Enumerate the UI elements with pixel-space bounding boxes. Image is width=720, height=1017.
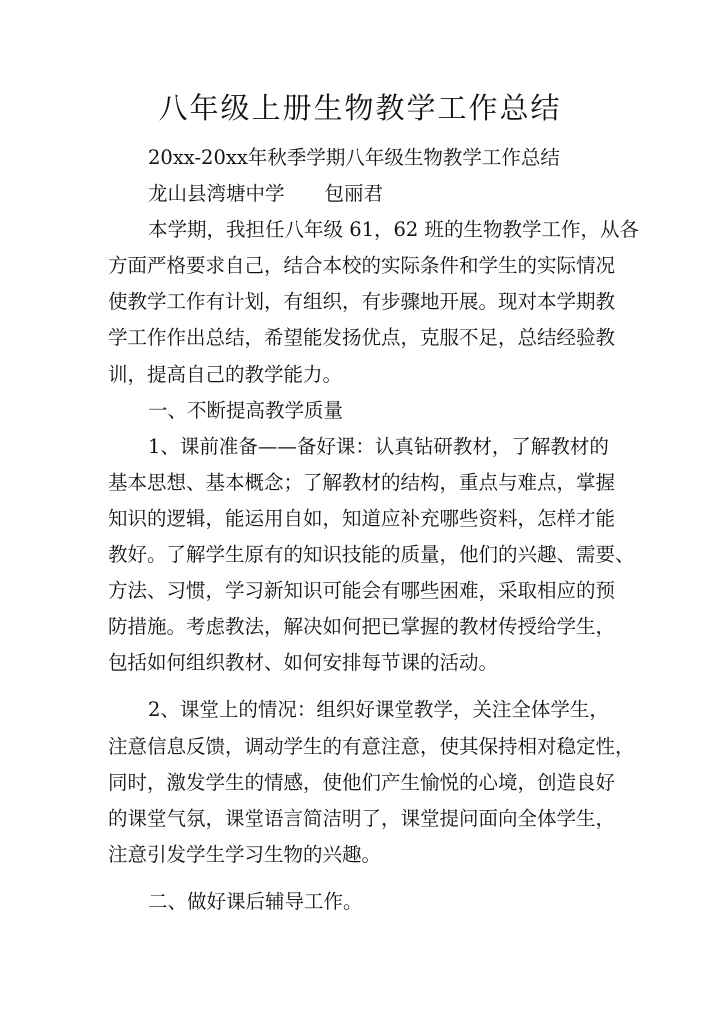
paragraph-line: 的课堂气氛，课堂语言简洁明了，课堂提问面向全体学生， xyxy=(108,806,616,830)
paragraph-line: 学工作作出总结，希望能发扬优点，克服不足，总结经验教 xyxy=(108,326,616,350)
intro-paragraph xyxy=(108,212,640,392)
school-name: 龙山县湾塘中学 xyxy=(148,182,285,206)
paragraph-line: 注意引发学生学习生物的兴趣。 xyxy=(108,842,382,866)
author-name: 包丽君 xyxy=(324,182,384,206)
paragraph-line: 2、课堂上的情况：组织好课堂教学，关注全体学生， xyxy=(148,698,609,722)
paragraph-line: 教好。了解学生原有的知识技能的质量，他们的兴趣、需要、 xyxy=(108,543,635,567)
paragraph-gap xyxy=(108,873,618,884)
paragraph-line: 注意信息反馈，调动学生的有意注意，使其保持相对稳定性， xyxy=(108,734,635,758)
paragraph-line: 基本思想、基本概念；了解教材的结构，重点与难点，掌握 xyxy=(108,470,616,494)
paragraph-line: 知识的逻辑，能运用自如，知道应补充哪些资料，怎样才能 xyxy=(108,506,616,530)
section-heading: 一、不断提高教学质量 xyxy=(148,398,344,422)
item-2-paragraph xyxy=(108,692,635,872)
paragraph-gap xyxy=(108,681,618,692)
byline xyxy=(108,176,618,212)
document-title: 八年级上册生物教学工作总结 xyxy=(158,91,562,125)
paragraph-line: 方法、习惯，学习新知识可能会有哪些困难，采取相应的预 xyxy=(108,579,616,603)
paragraph-line: 本学期，我担任八年级 61，62 班的生物教学工作，从各 xyxy=(148,218,640,242)
paragraph-line: 包括如何组织教材、如何安排每节课的活动。 xyxy=(108,651,499,675)
paragraph-line: 使教学工作有计划，有组织，有步骤地开展。现对本学期教 xyxy=(108,290,616,314)
paragraph-line: 方面严格要求自己，结合本校的实际条件和学生的实际情况 xyxy=(108,254,616,278)
item-1-paragraph xyxy=(108,429,635,682)
subtitle: 20xx-20xx年秋季学期八年级生物教学工作总结 xyxy=(148,146,560,169)
paragraph-line: 防措施。考虑教法，解决如何把已掌握的教材传授给学生， xyxy=(108,615,616,639)
paragraph-line: 同时，激发学生的情感，使他们产生愉悦的心境，创造良好 xyxy=(108,770,616,794)
paragraph-line: 1、课前准备——备好课：认真钻研教材，了解教材的 xyxy=(148,434,609,458)
paragraph-line: 训，提高自己的教学能力。 xyxy=(108,362,343,386)
document-body xyxy=(108,140,640,920)
section-heading: 二、做好课后辅导工作。 xyxy=(148,889,363,913)
